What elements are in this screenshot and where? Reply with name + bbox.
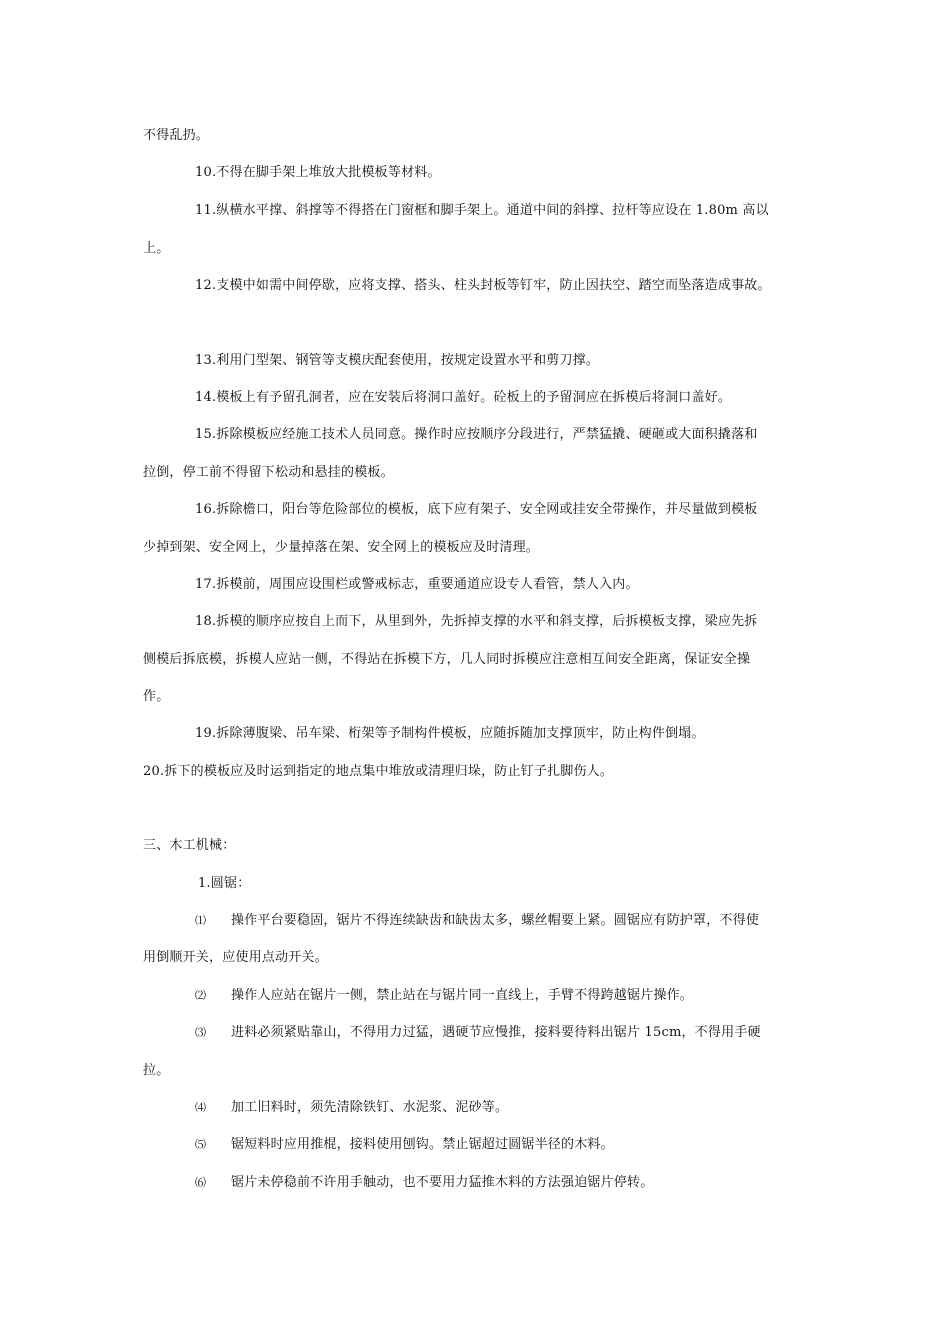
saw-item-text: 锯片未停稳前不许用手触动，也不要用力猛推木料的方法强迫锯片停转。 — [231, 1175, 654, 1190]
text-line: 少掉到架、安全网上，少量掉落在架、安全网上的模板应及时清理。 — [143, 540, 540, 555]
list-item-18: 18.拆模的顺序应按自上而下，从里到外，先拆掉支撑的水平和斜支撑，后拆模板支撑，梁应先拆 — [195, 614, 758, 629]
item-number: ⑸ — [195, 1138, 206, 1151]
list-item-15: 15.拆除模板应经施工技术人员同意。操作时应按顺序分段进行，严禁猛撬、硬砸或大面积撬落和 — [195, 427, 758, 442]
saw-item-text: 用倒顺开关，应使用点动开关。 — [143, 950, 328, 965]
saw-item-text: 操作人应站在锯片一侧，禁止站在与锯片同一直线上，手臂不得跨越锯片操作。 — [231, 988, 694, 1003]
item-number: ⑴ — [195, 914, 206, 927]
saw-item-text: 加工旧料时，须先清除铁钉、水泥浆、泥砂等。 — [231, 1100, 509, 1115]
saw-item-text: 进料必须紧贴靠山，不得用力过猛，遇硬节应慢推，接料要待料出锯片 15cm，不得用手硬 — [231, 1025, 761, 1040]
item-number: ⑵ — [195, 989, 206, 1002]
list-item-16: 16.拆除檐口，阳台等危险部位的模板，底下应有架子、安全网或挂安全带操作，并尽量做到模板 — [195, 502, 758, 517]
saw-item-text: 锯短料时应用推棍，接料使用刨钩。禁止锯超过圆锯半径的木料。 — [231, 1137, 614, 1152]
list-item-10: 10.不得在脚手架上堆放大批模板等材料。 — [195, 165, 441, 180]
saw-item-text: 操作平台要稳固，锯片不得连续缺齿和缺齿太多，螺丝帽要上紧。圆锯应有防护罩，不得使 — [231, 913, 760, 928]
saw-item-text: 拉。 — [143, 1063, 170, 1078]
item-number: ⑷ — [195, 1101, 206, 1114]
list-item-12: 12.支模中如需中间停歇，应将支撑、搭头、柱头封板等钉牢，防止因扶空、踏空而坠落造成事故。 — [195, 278, 771, 293]
text-line: 侧模后拆底模，拆模人应站一侧，不得站在拆模下方，几人同时拆模应注意相互间安全距离，保证安全操 — [143, 652, 751, 667]
list-item-13: 13.利用门型架、钢管等支模庆配套使用，按规定设置水平和剪刀撑。 — [195, 353, 600, 368]
list-item-19: 19.拆除薄腹梁、吊车梁、桁架等予制构件模板，应随拆随加支撑顶牢，防止构件倒塌。 — [195, 726, 705, 741]
text-line: 作。 — [143, 689, 170, 704]
text-line: 不得乱扔。 — [143, 128, 210, 143]
subsection-heading: 1.圆锯： — [198, 876, 251, 891]
text-line: 上。 — [143, 241, 170, 256]
list-item-14: 14.模板上有予留孔洞者，应在安装后将洞口盖好。砼板上的予留洞应在拆模后将洞口盖好。 — [195, 390, 732, 405]
list-item-17: 17.拆模前，周围应设围栏或警戒标志，重要通道应设专人看管，禁人入内。 — [195, 577, 639, 592]
section-heading: 三、木工机械： — [143, 838, 236, 853]
text-line: 拉倒，停工前不得留下松动和悬挂的模板。 — [143, 465, 394, 480]
item-number: ⑶ — [195, 1026, 206, 1039]
list-item-11: 11.纵横水平撑、斜撑等不得搭在门窗框和脚手架上。通道中间的斜撑、拉杆等应设在 1.80m 高以 — [195, 203, 769, 218]
item-number: ⑹ — [195, 1176, 206, 1189]
list-item-20: 20.拆下的模板应及时运到指定的地点集中堆放或清理归垛，防止钉子扎脚伤人。 — [143, 764, 614, 779]
